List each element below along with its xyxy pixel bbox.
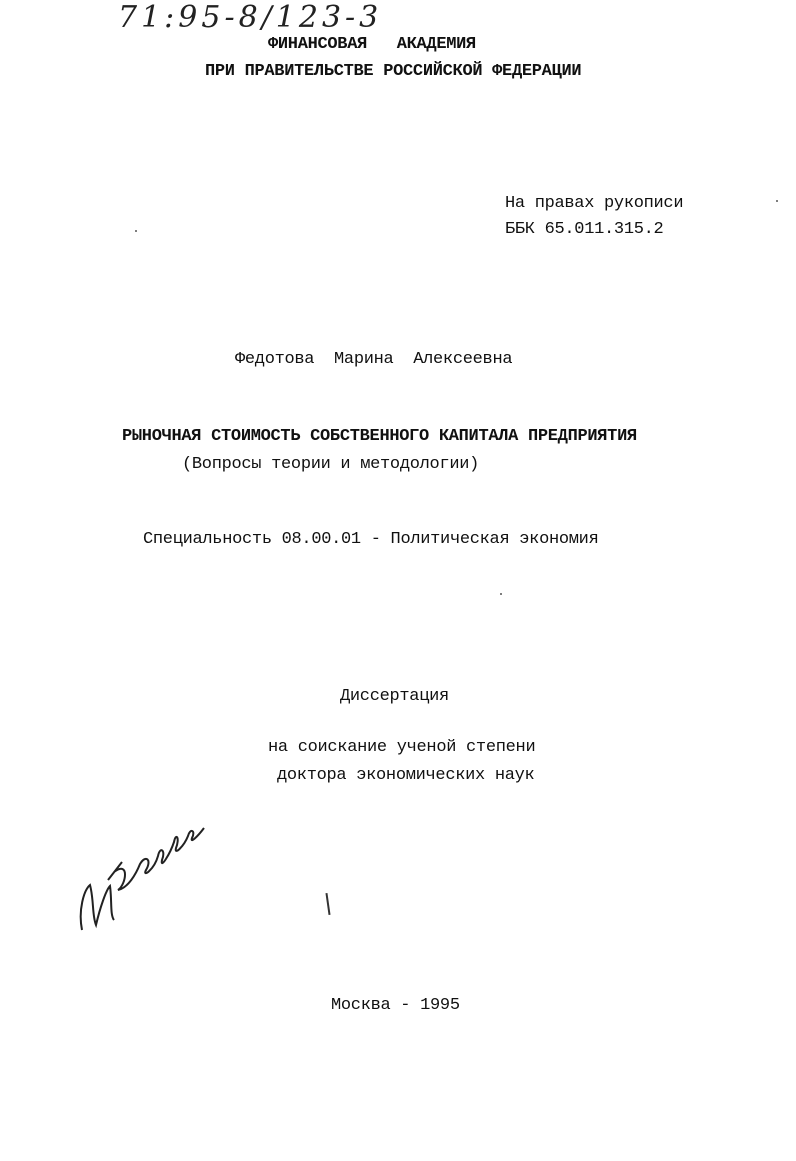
dissertation-title: РЫНОЧНАЯ СТОИМОСТЬ СОБСТВЕННОГО КАПИТАЛА ПРЕДПРИЯТИЯ: [122, 427, 637, 446]
degree-line-2: доктора экономических наук: [277, 766, 535, 785]
specialty: Специальность 08.00.01 - Политическая экономия: [143, 530, 599, 549]
handwritten-archive-code: 71:95-8/123-3: [118, 0, 383, 35]
scan-speck: [500, 593, 502, 595]
ink-mark: [325, 893, 330, 915]
author-signature: [70, 790, 210, 940]
scan-speck: [776, 200, 778, 202]
bbk-code: ББК 65.011.315.2: [505, 220, 664, 239]
institution-line-1: ФИНАНСОВАЯ АКАДЕМИЯ: [268, 35, 476, 54]
place-and-year: Москва - 1995: [331, 996, 460, 1015]
institution-line-2: ПРИ ПРАВИТЕЛЬСТВЕ РОССИЙСКОЙ ФЕДЕРАЦИИ: [205, 62, 582, 81]
manuscript-rights: На правах рукописи: [505, 194, 684, 213]
document-type: Диссертация: [340, 687, 449, 706]
degree-line-1: на соискание ученой степени: [268, 738, 536, 757]
author-name: Федотова Марина Алексеевна: [235, 350, 513, 369]
scan-speck: [135, 230, 137, 232]
dissertation-subtitle: (Вопросы теории и методологии): [182, 455, 480, 474]
